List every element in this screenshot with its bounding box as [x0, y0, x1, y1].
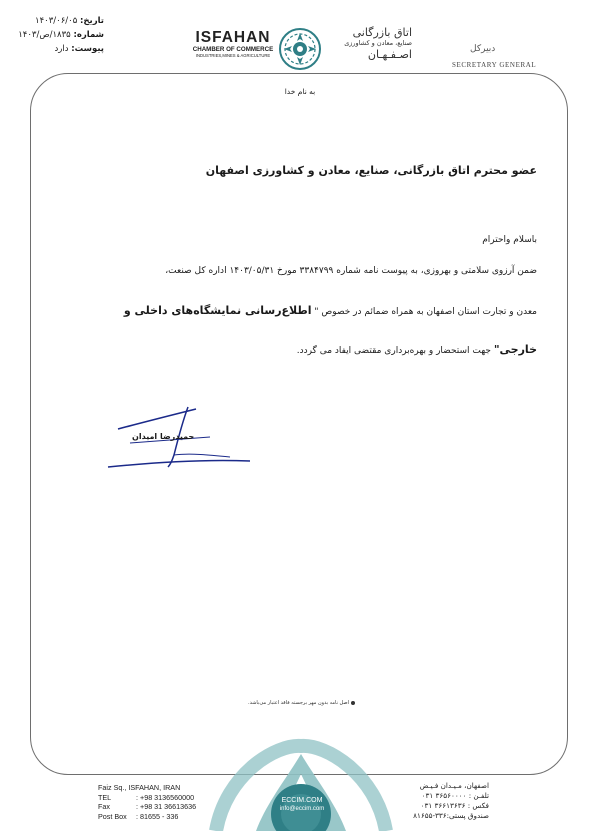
body-line-2 — [59, 302, 537, 321]
attachment-row: پیوست: دارد — [54, 44, 104, 54]
number-row: شماره: ۱۸۳۵/ص/۱۴۰۳ — [18, 30, 104, 40]
recipient-line: عضو محترم اتاق بازرگانی، صنایع، معادن و کشاورزی اصفهان — [205, 164, 537, 177]
subject-bold-part-1: اطلاع‌رسانی نمایشگاه‌های داخلی و — [123, 304, 312, 317]
website-block — [272, 797, 332, 813]
footnote: اصل نامه بدون مهر برجسته فاقد اعتبار می‌باشد. — [248, 700, 355, 706]
website[interactable]: ECCIM.COM — [281, 797, 323, 804]
greeting: باسلام واحترام — [482, 235, 537, 245]
body-line-2-plain: معدن و تجارت استان اصفهان به همراه ضمائم در خصوص " — [314, 307, 537, 317]
subject-bold-part-2: خارجی" — [493, 343, 537, 356]
logo-persian: اتاق بازرگانی صنایع، معادن و کشاورزی اصـفـهـان — [344, 26, 412, 61]
body-line-3-plain: جهت استحضار و بهره‌برداری مقتضی ایفاد می گردد. — [296, 346, 494, 356]
letter-meta — [14, 14, 104, 56]
chamber-emblem-icon — [278, 27, 322, 71]
signatory-name: حمیدرضا امیدان — [132, 432, 195, 441]
contact-english: Faiz Sq., ISFAHAN, IRAN TEL : +98 3136560000 Fax : +98 31 36613636 Post Box : 81655 - 336 — [98, 783, 197, 821]
body-line-1: ضمن آرزوی سلامتی و بهروزی، به پیوست نامه شماره ۳۳۸۴۷۹۹ مورخ ۱۴۰۳/۰۵/۳۱ اداره کل صنعت، — [165, 266, 537, 276]
logo-english: ISFAHAN CHAMBER OF COMMERCE INDUSTRIES,MINES & AGRICULTURE — [192, 29, 274, 58]
body-line-3 — [59, 341, 537, 360]
email[interactable]: info@eccim.com — [279, 806, 325, 812]
bullet-icon — [351, 701, 355, 705]
basmala: به نام خدا — [284, 87, 316, 96]
secretary-title-fa: دبیرکل — [470, 44, 496, 54]
date-row: تاریخ: ۱۴۰۳/۰۶/۰۵ — [35, 16, 104, 26]
secretary-title-en: SECRETARY GENERAL — [452, 61, 537, 69]
contact-persian: اصفهان، مـیـدان فـیـض تلفـن : ۳۶۵۶۰۰۰۰ ۰۳۱ فکس : ۳۶۶۱۳۶۳۶ ۰۳۱ صندوق پستی:۳۳۶-۸۱۶۵۵ — [413, 781, 489, 820]
decorative-emblem-watermark — [196, 734, 406, 831]
